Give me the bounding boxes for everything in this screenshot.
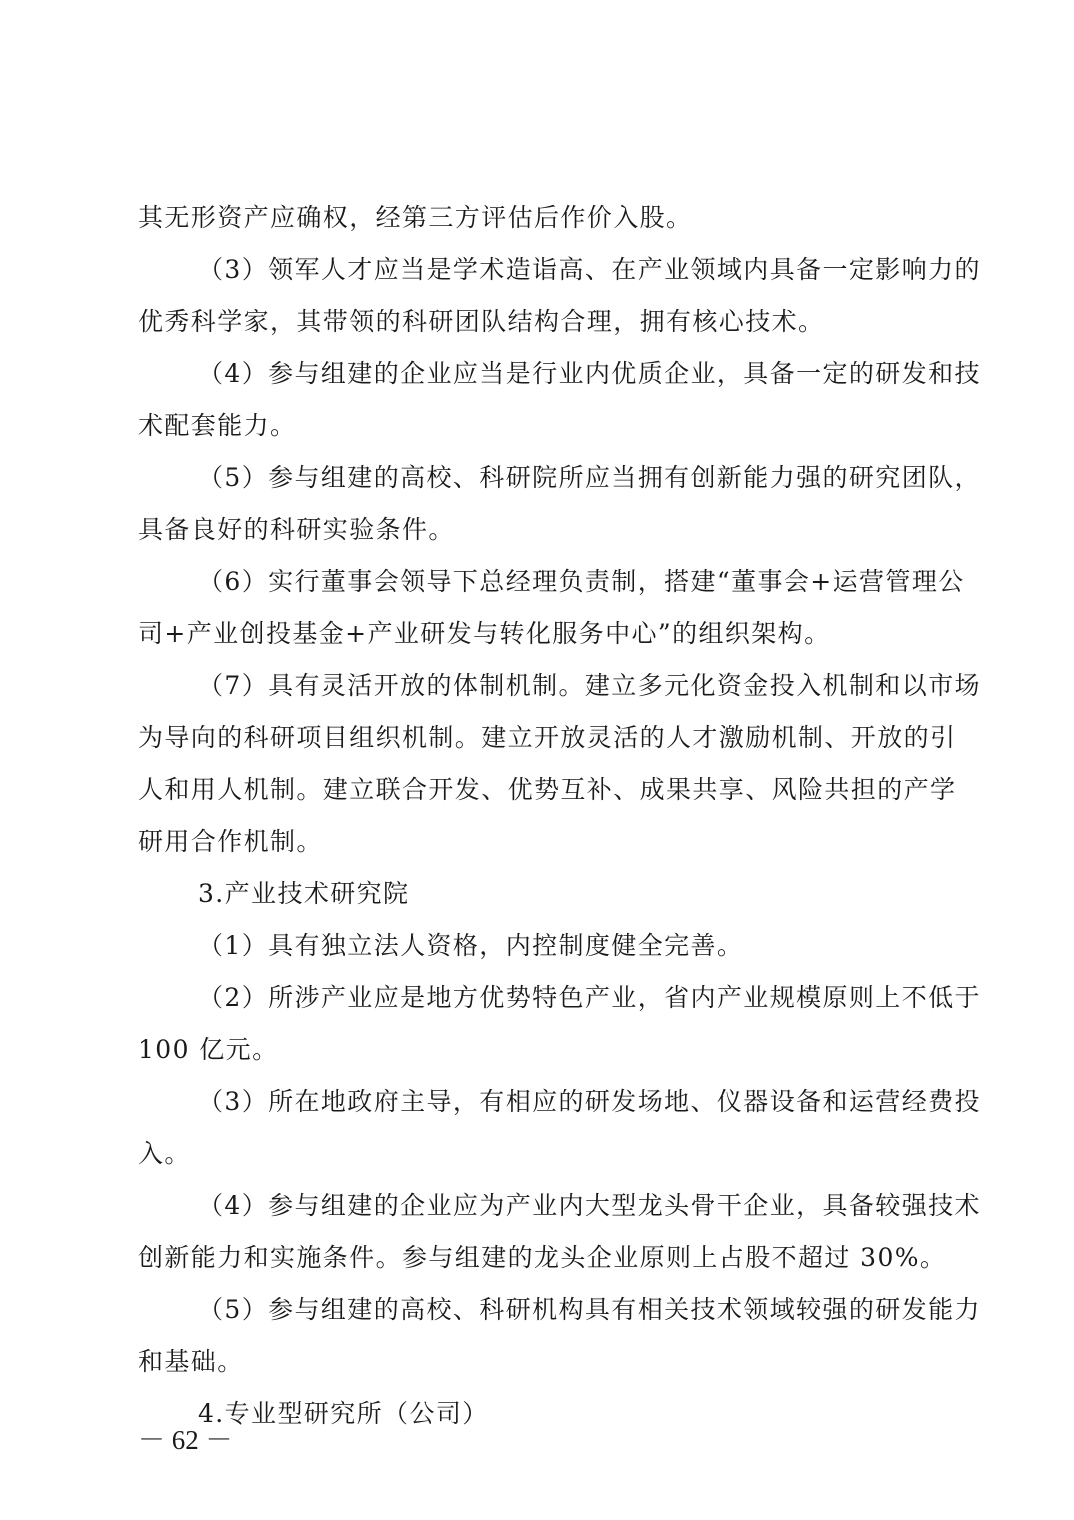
- text-line: （3）所在地政府主导，有相应的研发场地、仪器设备和运营经费投: [198, 1087, 981, 1116]
- paragraph-item-1-legal: [138, 920, 924, 972]
- text-line: 研用合作机制。: [138, 827, 323, 856]
- text-line: 入。: [138, 1139, 191, 1168]
- text-line: 司+产业创投基金+产业研发与转化服务中心”的组织架构。: [138, 619, 831, 648]
- document-body: [138, 192, 981, 1440]
- text-line: 为导向的科研项目组织机制。建立开放灵活的人才激励机制、开放的引: [138, 723, 957, 752]
- text-line: 100 亿元。: [138, 1035, 279, 1064]
- section-heading-specialized-institute: [138, 1388, 924, 1440]
- paragraph-item-6-governance: [138, 556, 965, 660]
- section-heading-industry-institute: [138, 868, 924, 920]
- text-line: （7）具有灵活开放的体制机制。建立多元化资金投入机制和以市场: [198, 671, 981, 700]
- paragraph-item-4-leading-enterprise: [138, 1180, 981, 1284]
- heading-text: 4.专业型研究所（公司）: [198, 1399, 489, 1428]
- text-line: 其无形资产应确权，经第三方评估后作价入股。: [138, 203, 693, 232]
- text-line: （6）实行董事会领导下总经理负责制，搭建“董事会+运营管理公: [198, 567, 965, 596]
- text-line: 术配套能力。: [138, 411, 297, 440]
- page-number: － 62 －: [138, 1425, 233, 1455]
- text-line: （4）参与组建的企业应当是行业内优质企业，具备一定的研发和技: [198, 359, 981, 388]
- text-line: （5）参与组建的高校、科研院所应当拥有创新能力强的研究团队，: [198, 463, 981, 492]
- paragraph-item-4-enterprise: [138, 348, 981, 452]
- paragraph-item-5-research: [138, 1284, 981, 1388]
- text-line: 创新能力和实施条件。参与组建的龙头企业原则上占股不超过 30%。: [138, 1243, 947, 1272]
- text-line: （3）领军人才应当是学术造诣高、在产业领域内具备一定影响力的: [198, 255, 981, 284]
- text-line: （1）具有独立法人资格，内控制度健全完善。: [198, 931, 744, 960]
- paragraph-continuation: [138, 192, 924, 244]
- text-line: 优秀科学家，其带领的科研团队结构合理，拥有核心技术。: [138, 307, 825, 336]
- text-line: （2）所涉产业应是地方优势特色产业，省内产业规模原则上不低于: [198, 983, 981, 1012]
- paragraph-item-3-government: [138, 1076, 981, 1180]
- paragraph-item-5-university: [138, 452, 981, 556]
- text-line: （4）参与组建的企业应为产业内大型龙头骨干企业，具备较强技术: [198, 1191, 981, 1220]
- paragraph-item-3-leader: [138, 244, 981, 348]
- text-line: 人和用人机制。建立联合开发、优势互补、成果共享、风险共担的产学: [138, 775, 957, 804]
- text-line: 和基础。: [138, 1347, 244, 1376]
- heading-text: 3.产业技术研究院: [198, 879, 410, 908]
- paragraph-item-7-mechanism: [138, 660, 981, 868]
- text-line: 具备良好的科研实验条件。: [138, 515, 455, 544]
- paragraph-item-2-scale: [138, 972, 981, 1076]
- text-line: （5）参与组建的高校、科研机构具有相关技术领域较强的研发能力: [198, 1295, 981, 1324]
